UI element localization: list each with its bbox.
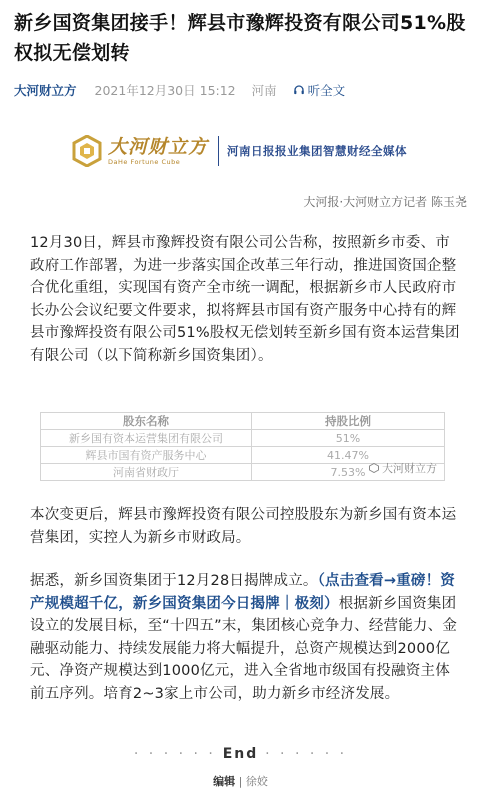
end-label: End — [222, 746, 259, 762]
listen-button[interactable] — [293, 81, 346, 99]
table-header-row — [41, 413, 445, 430]
banner-slogan: 河南日报报业集团智慧财经全媒体 — [227, 144, 408, 158]
table-cell: 辉县市国有资产服务中心 — [41, 447, 252, 464]
paragraph-background-end: 根据新乡国资集团设立的发展目标，至“十四五”末，集团核心竞争力、经营能力、金融驱动能力、持续发展能力将大幅提升，总资产规模达到2000亿元、净资产规模达到1000亿元，进入全省地市级国有投融资主体前五序列。培育2~3家上市公司，助力新乡市经济发展。 — [30, 595, 458, 702]
table-cell: 新乡国有资本运营集团有限公司 — [41, 430, 252, 447]
related-article-link[interactable]: （点击查看→重磅！资产规模超千亿，新乡国资集团今日揭牌｜极刻） — [30, 573, 456, 612]
table-header-cell: 股东名称 — [41, 413, 252, 430]
table-cell: 7.53% — [252, 464, 445, 481]
end-dots-left: · · · · · · — [133, 746, 216, 762]
paragraph-background — [30, 570, 460, 706]
brand-text — [108, 136, 208, 166]
watermark-logo-icon — [369, 463, 379, 473]
banner-divider — [218, 136, 219, 166]
editor-name: 徐姣 — [245, 775, 268, 788]
table-cell: 51% — [252, 430, 445, 447]
watermark — [369, 460, 437, 476]
brand-name-en: DaHe Fortune Cube — [108, 158, 181, 166]
paragraph-background-start: 据悉，新乡国资集团于12月28日揭牌成立。 — [30, 573, 318, 589]
reporter-byline: 大河报·大河财立方记者 陈玉尧 — [303, 195, 467, 209]
article-title: 新乡国资集团接手！辉县市豫辉投资有限公司51%股权拟无偿划转 — [14, 12, 466, 64]
source-link[interactable]: 大河财立方 — [14, 83, 77, 98]
editor-credit: 编辑 | 徐姣 — [213, 775, 268, 788]
paragraph-intro: 12月30日，辉县市豫辉投资有限公司公告称，按照新乡市委、市政府工作部署，为进一步落实国企改革三年行动，推进国资国企整合优化重组，实现国有资产全市统一调配，根据新乡市人民政府市长办公会议纪要文件要求，拟将辉县市国有资产服务中心持有的辉县市豫辉投资有限公司51%股权无偿划转至新乡国有资本运营集团有限公司（以下简称新乡国资集团）。 — [30, 235, 460, 364]
paragraph-change: 本次变更后，辉县市豫辉投资有限公司控股股东为新乡国有资本运营集团，实控人为新乡市财政局。 — [30, 507, 457, 546]
table-row — [41, 430, 445, 447]
editor-label: 编辑 — [213, 775, 236, 788]
table-header-cell: 持股比例 — [252, 413, 445, 430]
article-meta — [14, 80, 469, 100]
headphones-icon — [293, 84, 305, 96]
shareholder-table-image — [40, 412, 445, 486]
table-cell: 41.47% — [252, 447, 445, 464]
end-marker — [0, 746, 481, 762]
region-label: 河南 — [251, 83, 277, 98]
watermark-text: 大河财立方 — [382, 462, 437, 475]
table-cell: 河南省财政厅 — [41, 464, 252, 481]
cube-logo-icon — [72, 135, 102, 167]
brand-name-cn: 大河财立方 — [108, 136, 209, 158]
end-dots-right: · · · · · · — [265, 746, 348, 762]
brand-banner — [72, 130, 422, 172]
publish-time: 2021年12月30日 15:12 — [94, 83, 236, 98]
listen-label: 听全文 — [307, 83, 346, 98]
